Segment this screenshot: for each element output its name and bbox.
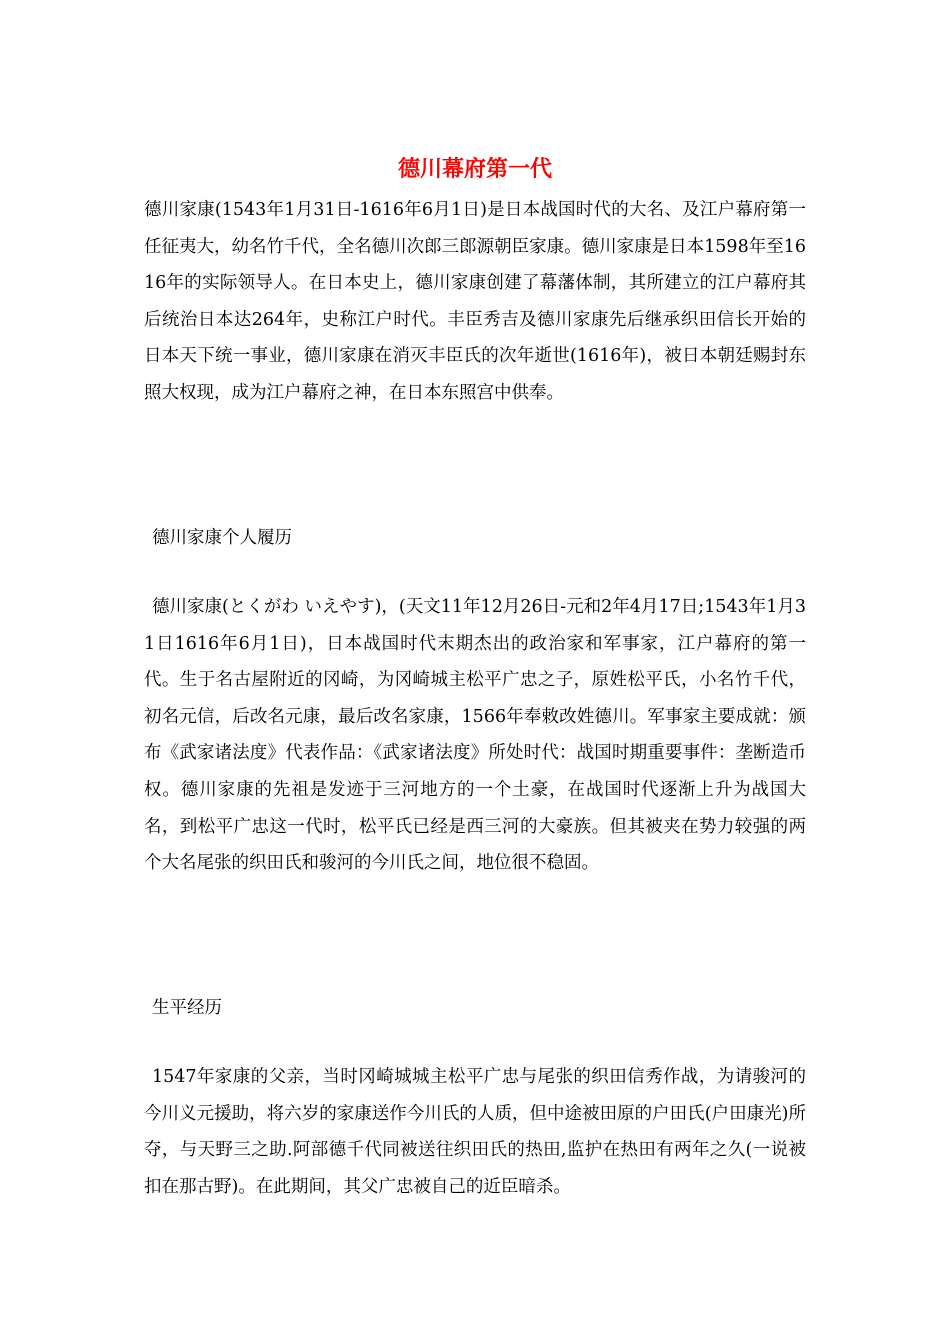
- intro-paragraph: 德川家康(1543年1月31日-1616年6月1日)是日本战国时代的大名、及江户幕府第一任征夷大，幼名竹千代，全名德川次郎三郎源朝臣家康。德川家康是日本1598年至1616年的实际领导人。在日本史上，德川家康创建了幕藩体制，其所建立的江户幕府其后统治日本达264年，史称江户时代。丰臣秀吉及德川家康先后继承织田信长开始的日本天下统一事业，德川家康在消灭丰臣氏的次年逝世(1616年)，被日本朝廷赐封东照大权现，成为江户幕府之神，在日本东照宫中供奉。: [144, 200, 806, 403]
- document-title: 德川幕府第一代: [397, 156, 552, 182]
- life-paragraph: 1547年家康的父亲，当时冈崎城城主松平广忠与尾张的织田信秀作战，为请骏河的今川义元援助，将六岁的家康送作今川氏的人质，但中途被田原的户田氏(户田康光)所夺，与天野三之助.阿部德千代同被送往织田氏的热田,监护在热田有两年之久(一说被扣在那古野)。在此期间，其父广忠被自己的近臣暗杀。: [144, 1067, 806, 1197]
- section-heading-life: 生平经历: [152, 998, 222, 1018]
- section-heading-biography: 德川家康个人履历: [152, 528, 292, 548]
- biography-paragraph: 德川家康(とくがわ いえやす)，(天文11年12月26日-元和2年4月17日;1543年1月31日1616年6月1日)，日本战国时代末期杰出的政治家和军事家，江户幕府的第一代。生于名古屋附近的冈崎，为冈崎城主松平广忠之子，原姓松平氏，小名竹千代，初名元信，后改名元康，最后改名家康，1566年奉敕改姓德川。军事家主要成就：颁布《武家诸法度》代表作品：《武家诸法度》所处时代：战国时期重要事件：垄断造币权。德川家康的先祖是发迹于三河地方的一个土豪，在战国时代逐渐上升为战国大名，到松平广忠这一代时，松平氏已经是西三河的大豪族。但其被夹在势力较强的两个大名尾张的织田氏和骏河的今川氏之间，地位很不稳固。: [144, 597, 806, 874]
